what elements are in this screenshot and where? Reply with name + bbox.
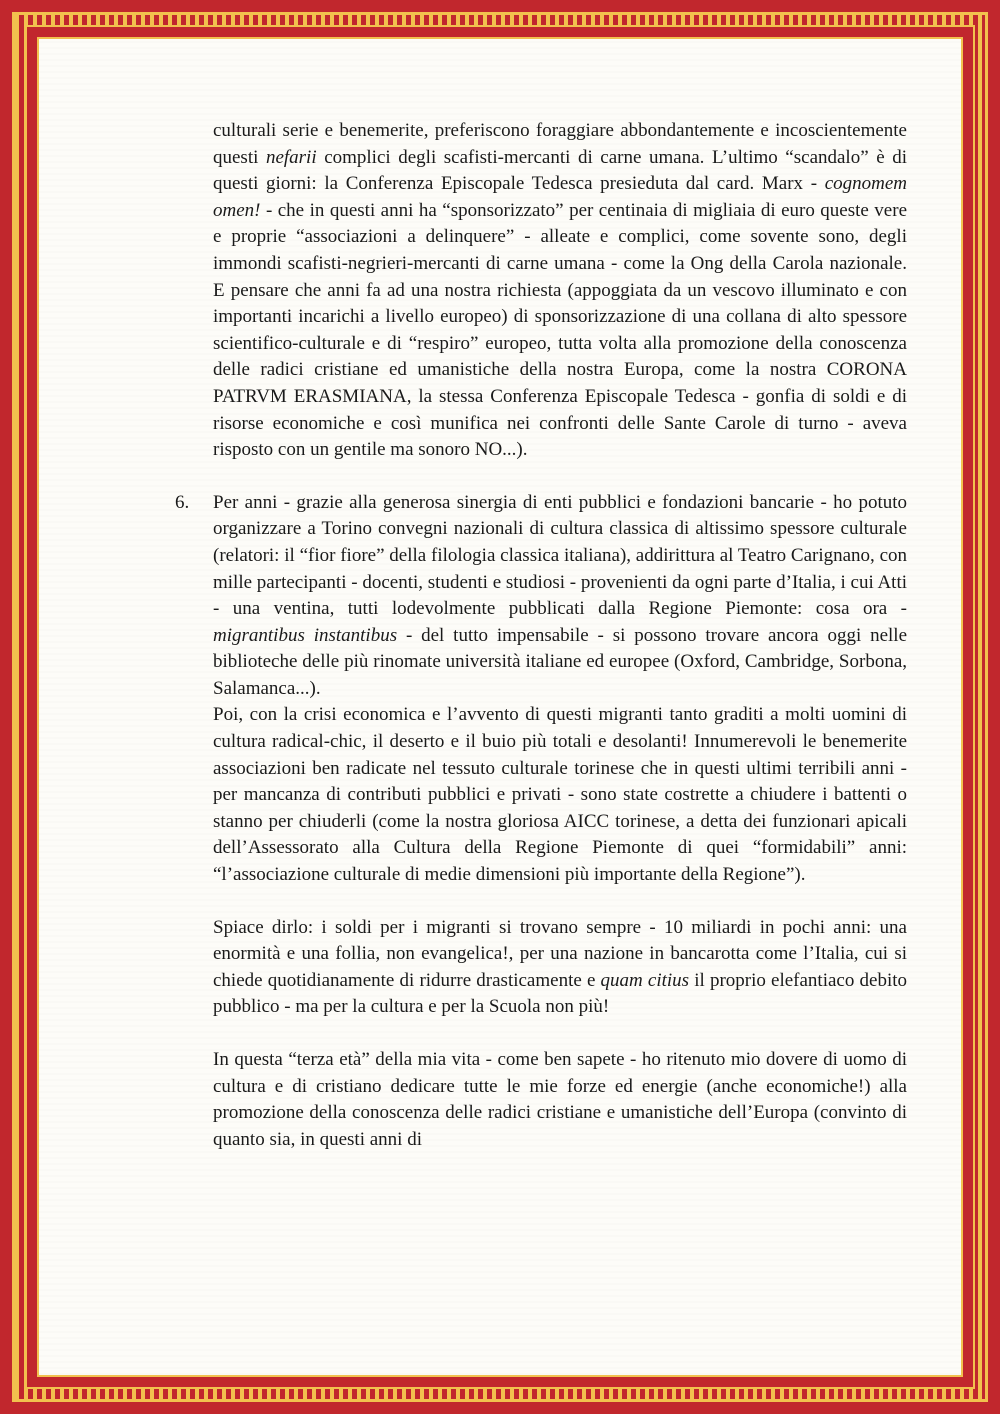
text-run: Per anni - grazie alla generosa sinergia di enti pubblici e fondazioni bancarie - ho potuto organizzare a Torino convegni nazionali di cultura classica di altissimo spessore culturale (relatori: il “fior fiore” della filologia classica italiana), addirittura al Teatro Carignano, con mille partecipanti - docenti, studenti e studiosi - provenienti da ogni parte d’Italia, i cui Atti - una ventina, tutti lodevolmente pubblicati dalla Regione Piemonte: cosa ora -: [213, 491, 907, 620]
paragraph-gap: [213, 889, 907, 915]
item-number: 6.: [175, 491, 190, 513]
paragraph-terza-eta: In questa “terza età” della mia vita - come ben sapete - ho ritenuto mio dovere di uomo di cultura e di cristiano dedicare tutte le mie forze ed energie (anche economiche!) alla promozione della conoscenza delle radici cristiane e umanistiche dell’Europa (convinto di quanto sia, in questi anni di: [213, 1049, 907, 1150]
item-paragraph-continuation: Poi, con la crisi economica e l’avvento di questi migranti tanto graditi a molti uomini di cultura radical-chic, il deserto e il buio più totali e desolanti! Innumerevoli le benemerite associazioni ben radicate nel tessuto culturale torinese che in questi ultimi terribili anni - per mancanza di contributi pubblici e privati - sono state costrette a chiudere i battenti o stanno per chiuderli (come la nostra gloriosa AICC torinese, a detta dei funzionari apicali dell’Assessorato alla Cultura della Regione Piemonte di quei “formidabili” anni: “l’associazione culturale di medie dimensioni più importante della Regione”).: [213, 704, 907, 886]
item-paragraph: [213, 490, 907, 703]
italic-run: quam citius: [600, 969, 690, 991]
paragraph-gap: [213, 1021, 907, 1047]
text-run: Spiace dirlo: i soldi per i migranti si trovano sempre - 10 miliardi in pochi anni: una enormità e una follia, non evangelica!, per una nazione in bancarotta come l’Italia, cui si chiede quotidianamente di ridurre drasticamente e: [213, 916, 907, 991]
text-run: il proprio elefantiaco debito pubblico - ma per la cultura e per la Scuola non più!: [213, 969, 907, 1018]
text-run: - del tutto impensabile - si possono trovare ancora oggi nelle biblioteche delle più rinomate università italiane ed europee (Oxford, Cambridge, Sorbona, Salamanca...).: [213, 624, 908, 699]
paragraph-continued: [213, 118, 907, 464]
text-run: culturali serie e benemerite, preferiscono foraggiare abbondantemente e incoscientemente questi: [213, 120, 907, 168]
italic-run: cognomem omen!: [213, 173, 907, 221]
text-run: complici degli scafisti-mercanti di carne umana. L’ultimo “scandalo” è di questi giorni: la Conferenza Episcopale Tedesca presieduta dal card. Marx -: [213, 146, 907, 195]
italic-run: nefarii: [265, 146, 317, 168]
paragraph-gap: [213, 464, 907, 490]
numbered-item-6: [175, 490, 908, 889]
paragraph-spiace: [213, 915, 907, 1021]
italic-run: migrantibus instantibus: [213, 624, 398, 646]
document-body: [175, 118, 908, 1153]
text-run: - che in questi anni ha “sponsorizzato” per centinaia di migliaia di euro queste vere e proprie “associazioni a delinquere” - alleate e complici, come sovente sono, degli immondi scafisti-negrieri-mercanti di carne umana - come la Ong della Carola nazionale. E pensare che anni fa ad una nostra richiesta (appoggiata da un vescovo illuminato e con importanti incarichi a livello europeo) di sponsorizzazione di una collana di alto spessore scientifico-culturale e di “respiro” europeo, tutta volta alla promozione della conoscenza delle radici cristiane ed umanistiche della nostra Europa, come la nostra CORONA PATRVM ERASMIANA, la stessa Conferenza Episcopale Tedesca - gonfia di soldi e di risorse economiche e così munifica nei confronti delle Sante Carole di turno - aveva risposto con un gentile ma sonoro NO...).: [213, 199, 907, 461]
